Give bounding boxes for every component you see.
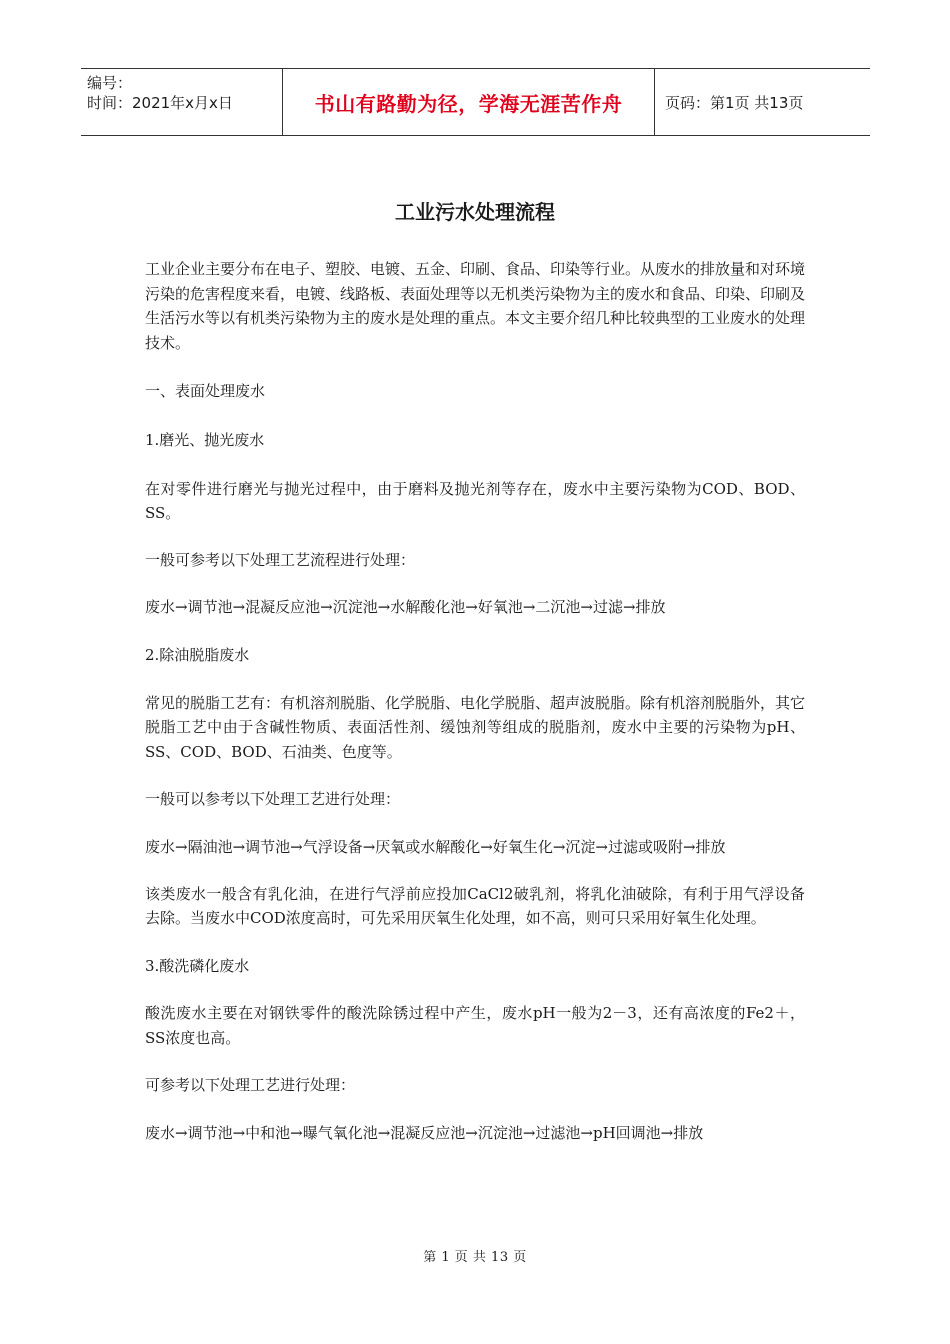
process-flow-2: 废水→隔油池→调节池→气浮设备→厌氧或水解酸化→好氧生化→沉淀→过滤或吸附→排放 (145, 837, 726, 856)
process-flow-1: 废水→调节池→混凝反应池→沉淀池→水解酸化池→好氧池→二沉池→过滤→排放 (145, 598, 666, 617)
section-heading-surface-treatment: 一、表面处理废水 (145, 382, 266, 401)
paragraph-pickling: 酸洗废水主要在对钢铁零件的酸洗除锈过程中产生，废水pH一般为2－3，还有高浓度的Fe2＋，SS浓度也高。 (145, 1004, 805, 1047)
paragraph-process-intro-3: 可参考以下处理工艺进行处理： (145, 1076, 356, 1095)
paragraph-process-intro-2: 一般可以参考以下处理工艺进行处理： (145, 790, 401, 809)
motto-text: 书山有路勤为径，学海无涯苦作舟 (314, 91, 623, 116)
paragraph-polishing: 在对零件进行磨光与抛光过程中，由于磨料及抛光剂等存在，废水中主要污染物为COD、BOD、SS。 (145, 479, 805, 523)
paragraph-degreasing: 常见的脱脂工艺有：有机溶剂脱脂、化学脱脂、电化学脱脂、超声波脱脂。除有机溶剂脱脂外，其它脱脂工艺中由于含碱性物质、表面活性剂、缓蚀剂等组成的脱脂剂，废水中主要的污染物为pH、SS、COD、BOD、石油类、色度等。 (145, 693, 806, 761)
header-meta-cell (81, 69, 282, 135)
document-header (81, 68, 870, 136)
page-footer: 第 1 页 共 13 页 (423, 1250, 527, 1265)
paragraph-intro: 工业企业主要分布在电子、塑胶、电镀、五金、印刷、食品、印染等行业。从废水的排放量和对环境污染的危害程度来看，电镀、线路板、表面处理等以无机类污染物为主的废水和食品、印染、印刷及生活污水等以有机类污染物为主的废水是处理的重点。本文主要介绍几种比较典型的工业废水的处理技术。 (145, 260, 806, 352)
header-motto-cell (282, 69, 655, 135)
process-flow-3: 废水→调节池→中和池→曝气氧化池→混凝反应池→沉淀池→过滤池→pH回调池→排放 (145, 1124, 704, 1143)
time-label: 时间：2021年x月x日 (87, 94, 233, 112)
header-page-cell (655, 69, 870, 135)
paragraph-emulsified-oil: 该类废水一般含有乳化油，在进行气浮前应投加CaCl2破乳剂，将乳化油破除，有利于用气浮设备去除。当废水中COD浓度高时，可先采用厌氧生化处理，如不高，则可只采用好氧生化处理。 (145, 884, 805, 928)
document-body (145, 257, 805, 1146)
page-info: 页码：第1页 共13页 (665, 93, 804, 112)
subsection-heading-pickling: 3.酸洗磷化废水 (145, 956, 250, 975)
document-title: 工业污水处理流程 (395, 200, 555, 224)
paragraph-process-intro-1: 一般可参考以下处理工艺流程进行处理： (145, 550, 416, 569)
number-label: 编号： (87, 74, 133, 92)
subsection-heading-degreasing: 2.除油脱脂废水 (145, 645, 250, 664)
subsection-heading-polishing: 1.磨光、抛光废水 (145, 430, 265, 449)
